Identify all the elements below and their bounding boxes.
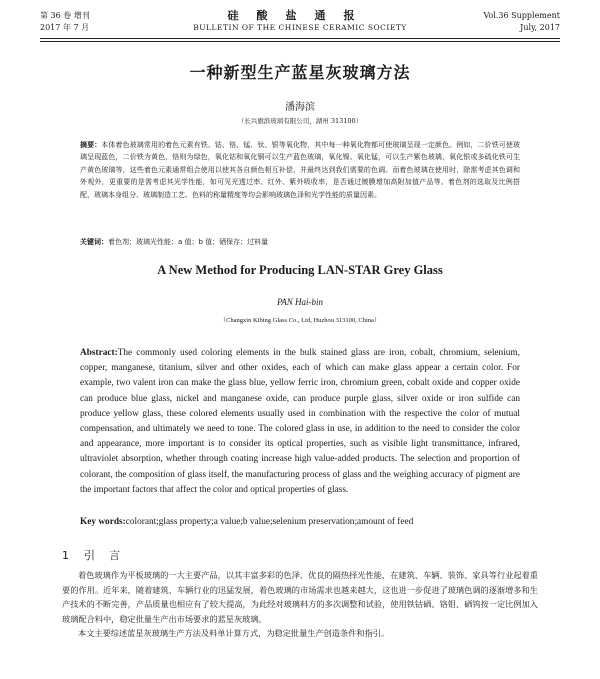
author-en: PAN Hai-bin: [276, 297, 324, 307]
article-title-en: A New Method for Producing LAN-STAR Grey Glass: [157, 263, 443, 277]
keywords-en-text: colorant;glass property;a value;b value;selenium preservation;amount of feed: [125, 517, 414, 527]
section-heading-introduction: [62, 547, 134, 563]
affiliation-cn: （长兴旗滨玻璃有限公司，湖州 313100）: [237, 117, 363, 125]
header-rule-thin: [40, 41, 560, 42]
abstract-en: [80, 346, 520, 498]
keywords-en-label: Key words:: [80, 517, 126, 527]
abstract-cn-label: 摘要：: [80, 141, 102, 149]
article-title-cn: 一种新型生产蓝星灰玻璃方法: [189, 63, 411, 82]
keywords-cn: [80, 236, 520, 248]
body-paragraph: 着色玻璃作为平板玻璃的一大主要产品，以其丰富多彩的色泽、优良的隔热择光性能，在建筑、车辆、装饰、家具等行业起着重要的作用。近年来，随着建筑、车辆行业的迅猛发展，着色玻璃的市场需求也越来越大，这也进一步促进了玻璃色调的逐渐增多和生产技术的不断完善，产品质量也相应有了较大提高，为此经对玻璃料方的多次调整和试验，使用铁钴硒、铬钼、硒钨按一定比例加入玻璃配合料中，稳定批量生产出市场要求的蓝星灰玻璃。: [62, 570, 538, 624]
running-header: [40, 10, 560, 40]
header-rule-thick: [40, 38, 560, 39]
publication-date-cn: 2017 年 7 月: [40, 23, 90, 32]
abstract-cn: [80, 139, 520, 201]
affiliation-en: （Changxin Kibing Glass Co., Ltd, Huzhou 313100, China）: [219, 317, 381, 324]
abstract-en-label: Abstract:: [80, 348, 118, 358]
journal-name: [40, 10, 560, 34]
journal-volume-info-en: [483, 10, 560, 34]
abstract-cn-text: 本体着色玻璃常用的着色元素有铁、钴、铬、锰、钛、银等氧化物，其中每一种氧化物都可使玻璃呈现一定颜色。例如，二价铁可使玻璃呈现蓝色，二价铁为黄色，铬则为绿色，氧化钴和氧化铜可以生产蓝色玻璃，氧化镍、氧化锰，可以生产紫色玻璃，氧化银或多硫化铁可生产黄色玻璃等，这些着色元素通常组合使用以使其各自颜色相互补偿，并最终达到我们需要的色调。而着色玻璃在使用时，除需考虑其色调和外观外，更重要的是需考虑其光学性能，如可见光透过率、红外、紫外吸收率，是否通过镀膜增加高附加值产品等。着色剂的选取及比例搭配、玻璃本身组分、玻璃制造工艺、色料的称量精度等均会影响玻璃色泽和光学性能的质量因素。: [80, 141, 520, 199]
section-title: 引言: [84, 549, 134, 562]
keywords-cn-label: 关键词：: [80, 238, 108, 246]
body-text: [62, 568, 538, 641]
author-cn: 潘海滨: [285, 102, 315, 113]
section-number: 1: [62, 549, 69, 562]
volume-supplement: Vol.36 Supplement: [483, 11, 560, 20]
journal-name-cn: 硅酸盐通报: [227, 9, 373, 22]
keywords-cn-text: 着色剂；玻璃光性能；a 值；b 值；硒保存；过料量: [108, 238, 269, 246]
abstract-en-text: The commonly used coloring elements in the bulk stained glass are iron, cobalt, chromium, selenium, copper, manganese, titanium, silver and other oxides, each of which can make glass appear a certain color. For example, two valent iron can make the glass blue, yellow ferric iron, chromium green, cobalt oxide and copper oxide can produce blue glass, nickel and manganese oxide, can produce purple glass, silver oxide or iron sulfide can produce yellow glass, these colored elements usually used in combination with the respective the color of mutual compensation, and ultimately we need to tone. The colored glass in use, in addition to the need to consider the color and appearance, more important is to consider its optical properties, such as visible light transmittance, infrared, ultraviolet absorption, whether through coating increase high value-added products. The selection and proportion of colorant, the composition of glass itself, the manufacturing process of glass and the weighing accuracy of pigment are the important factors that affect the color and optical properties of glass.: [80, 348, 520, 495]
volume-issue: 第 36 卷 增刊: [40, 11, 90, 20]
body-paragraph: 本文主要综述蓝星灰玻璃生产方法及料单计算方式，为稳定批量生产创造条件和指引。: [78, 628, 390, 639]
journal-name-en: BULLETIN OF THE CHINESE CERAMIC SOCIETY: [193, 23, 407, 32]
publication-date-en: July, 2017: [520, 23, 560, 32]
keywords-en: [80, 515, 520, 529]
